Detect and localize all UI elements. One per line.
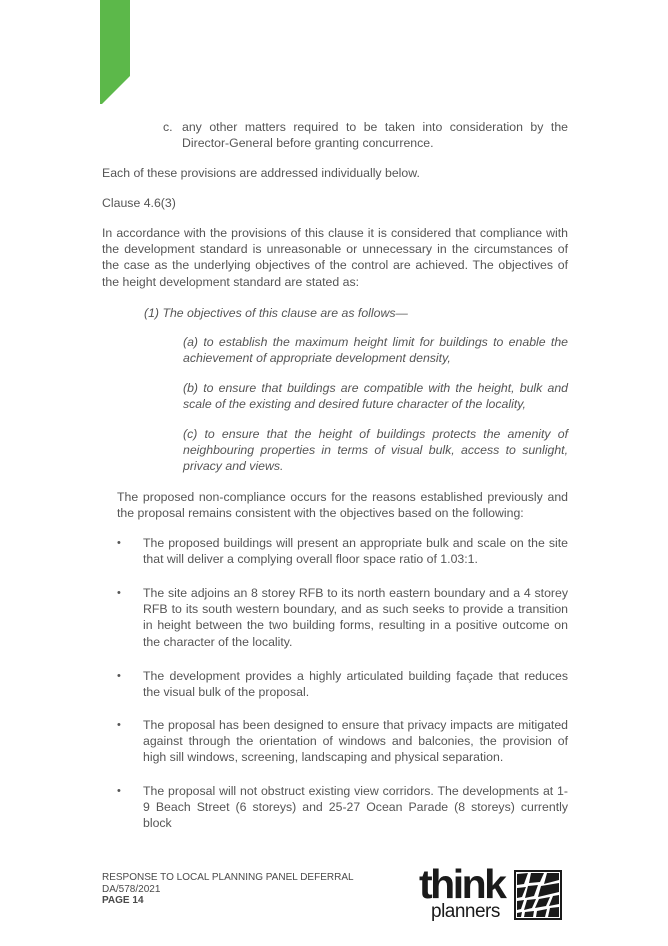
clause-heading: Clause 4.6(3) (102, 196, 176, 210)
bullet-icon: • (117, 587, 121, 599)
paragraph-accordance: In accordance with the provisions of this clause it is considered that compliance with the development standard is unreasonable or unnecessary in the circumstances of the case as the underlying objectives of the control are achieved. The objectives of the height development standard are stated as: (102, 226, 568, 289)
bullet-icon: • (117, 670, 121, 682)
bullet-icon: • (117, 785, 121, 797)
bullet-item-facade (117, 668, 568, 700)
objective-c: (c) to ensure that the height of buildings protects the amenity of neighbouring properties in terms of visual bulk, access to sunlight, privacy and views. (183, 427, 568, 474)
bullet-item-floor-space (117, 535, 568, 567)
footer-da-number: DA/578/2021 (102, 883, 161, 895)
logo-word-planners: planners (431, 901, 500, 922)
page-footer (102, 872, 372, 907)
objective-b: (b) to ensure that buildings are compatible with the height, bulk and scale of the existing and desired future character of the locality, (183, 381, 568, 412)
paragraph-each-provision: Each of these provisions are addressed individually below. (102, 166, 420, 180)
bullet-text: The development provides a highly articulated building façade that reduces the visual bulk of the proposal. (143, 669, 568, 700)
bullet-text: The proposal will not obstruct existing view corridors. The developments at 1-9 Beach Street (6 storeys) and 25-27 Ocean Parade (8 storeys) currently block (143, 784, 568, 831)
bullet-text: The proposal has been designed to ensure that privacy impacts are mitigated against through the orientation of windows and balconies, the provision of high sill windows, screening, landscaping and physical separation. (143, 718, 568, 765)
bullet-icon: • (117, 719, 121, 731)
think-planners-logo (419, 861, 569, 926)
bullet-item-privacy (117, 717, 568, 766)
logo-word-think: think (419, 861, 505, 907)
footer-page-number: PAGE 14 (102, 895, 144, 906)
bullet-item-transition (117, 585, 568, 650)
footer-document-title: RESPONSE TO LOCAL PLANNING PANEL DEFERRAL (102, 872, 354, 883)
logo-map-mark-icon (514, 870, 562, 920)
paragraph-proposed: The proposed non-compliance occurs for the reasons established previously and the proposal remains consistent with the objectives based on the following: (117, 490, 568, 521)
bullet-item-view-corridors (117, 783, 568, 832)
bullet-text: The site adjoins an 8 storey RFB to its north eastern boundary and a 4 storey RFB to its south western boundary, and as such seeks to provide a transition in height between the two building forms, resulting in a positive outcome on the character of the locality. (143, 586, 568, 649)
bullet-text: The proposed buildings will present an appropriate bulk and scale on the site that will deliver a complying overall floor space ratio of 1.03:1. (143, 536, 568, 567)
green-accent-shape (100, 0, 130, 104)
objective-a: (a) to establish the maximum height limit for buildings to enable the achievement of appropriate development density, (183, 335, 568, 366)
list-item-text: any other matters required to be taken into consideration by the Director-General before granting concurrence. (182, 120, 568, 151)
list-marker: c. (163, 120, 173, 134)
bullet-icon: • (117, 537, 121, 549)
list-item-c (163, 119, 568, 151)
objectives-intro: (1) The objectives of this clause are as follows— (144, 306, 408, 320)
